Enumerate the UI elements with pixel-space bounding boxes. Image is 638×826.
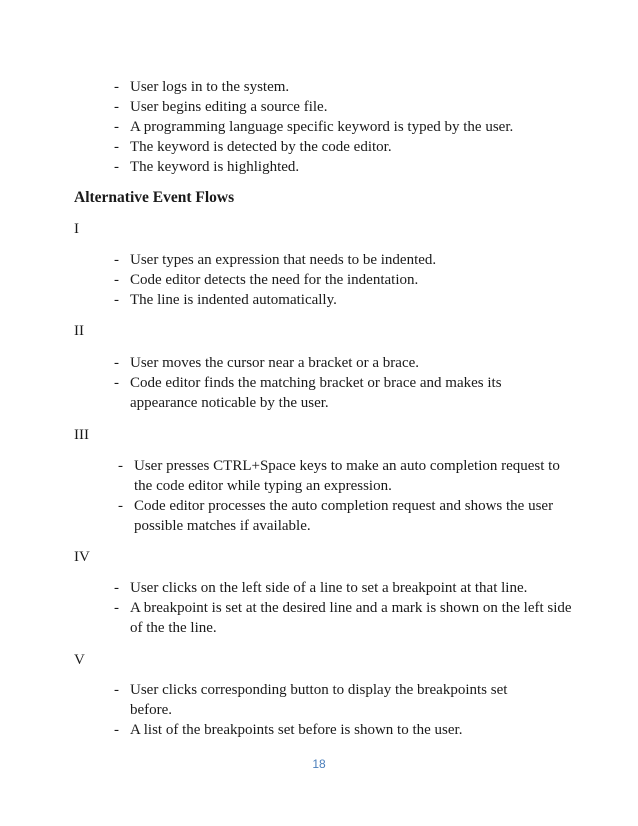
list-item: - A list of the breakpoints set before is shown to the user.: [110, 720, 580, 740]
list-item: - The keyword is detected by the code editor.: [110, 137, 580, 157]
flow-label-ii: II: [74, 323, 84, 339]
page-number: 18: [312, 757, 326, 771]
list-item: - A programming language specific keyword is typed by the user.: [110, 117, 580, 137]
list-item: - User moves the cursor near a bracket or a brace.: [110, 353, 580, 373]
flow-i-list: [110, 250, 580, 310]
flow-label-iv: IV: [74, 549, 90, 565]
flow-label-iii: III: [74, 427, 89, 443]
list-item: - User clicks on the left side of a line to set a breakpoint at that line.: [110, 578, 580, 598]
list-item: - User logs in to the system.: [110, 77, 580, 97]
list-item: - User begins editing a source file.: [110, 97, 580, 117]
flow-iv-list: [110, 578, 580, 638]
list-item: - The line is indented automatically.: [110, 290, 580, 310]
list-item: - User clicks corresponding button to display the breakpoints set before.: [110, 680, 540, 720]
flow-iii-list: [114, 456, 574, 536]
list-item: - User types an expression that needs to be indented.: [110, 250, 580, 270]
flow-label-v: V: [74, 652, 85, 668]
section-heading: Alternative Event Flows: [74, 189, 235, 206]
list-item: - The keyword is highlighted.: [110, 157, 580, 177]
flow-v-list: [110, 680, 580, 740]
list-item: - Code editor processes the auto completion request and shows the user possible matches if available.: [114, 496, 574, 536]
list-item: - Code editor detects the need for the indentation.: [110, 270, 580, 290]
flow-ii-list: [110, 353, 580, 413]
main-flow-list: [110, 77, 580, 177]
list-item: - A breakpoint is set at the desired line and a mark is shown on the left side of the the line.: [110, 598, 580, 638]
list-item: - User presses CTRL+Space keys to make an auto completion request to the code editor while typing an expression.: [114, 456, 574, 496]
list-item: - Code editor finds the matching bracket or brace and makes its appearance noticable by the user.: [110, 373, 530, 413]
flow-label-i: I: [74, 221, 79, 237]
